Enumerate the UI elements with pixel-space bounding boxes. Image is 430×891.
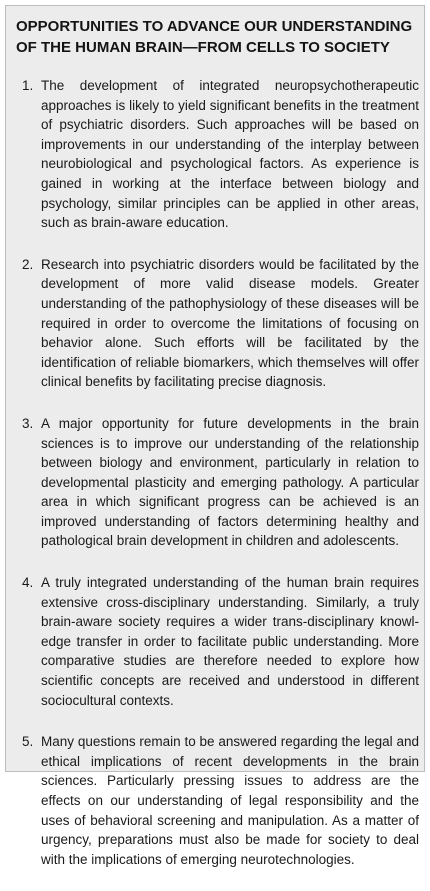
item-number: 4.	[22, 575, 34, 591]
item-number: 2.	[22, 256, 34, 272]
list-item	[6, 732, 426, 869]
text-box	[5, 5, 425, 867]
item-number: 1.	[22, 78, 34, 93]
list-item	[6, 255, 426, 392]
list-item	[6, 76, 426, 233]
box-title: OPPORTUNITIES TO ADVANCE OUR UNDERSTANDING OF THE HUMAN BRAIN—FROM CELLS TO SOCIETY	[16, 18, 413, 56]
item-text: A major opportunity for future developments in the brain sciences is to improve our understanding of the relationship between biology and environment, particularly in relation to developmental plasticity and emerging pathology. A particular area in which significant progress can be achieved is an improved understanding of factors determining healthy and pathological brain development in children and adolescents.	[41, 415, 419, 549]
item-number: 3.	[22, 415, 34, 431]
list-item	[6, 573, 426, 710]
item-text: A truly integrated understanding of the human brain requires extensive cross-disciplinary understanding. Similarly, a truly brain-aware society requires a wider trans-disciplinary knowledge transfer in order to facilitate public understanding. More comparative studies are therefore needed to explore how scientific concepts are received and understood in different sociocultural contexts.	[41, 575, 419, 708]
item-text: Many questions remain to be answered regarding the legal and ethical implications of recent developments in the brain sciences. Particularly pressing issues to address are the effects on our understanding of legal responsibility and the uses of behavioral screening and manipulation. As a matter of urgency, preparations must also be made for society to deal with the implications of emerging neurotechnologies.	[41, 734, 419, 867]
item-number: 5.	[22, 734, 34, 750]
list-item	[6, 414, 426, 551]
item-text: The development of integrated neuropsychotherapeutic approaches is likely to yield significant benefits in the treatment of psychiatric disorders. Such approaches will be based on improvements in our understanding of the interplay between neurobiological and psychological factors. As experience is gained in working at the interface between biology and psychology, similar principles can be applied in other areas, such as brain-aware education.	[41, 78, 419, 231]
opportunities-list	[6, 76, 426, 891]
item-text: Research into psychiatric disorders would be facilitated by the development of more valid disease models. Greater understanding of the pathophysiology of these diseases will be required in order to overcome the limitations of focusing on behavior alone. Such efforts will be facilitated by the identification of reliable biomarkers, which themselves will offer clinical benefits by facilitating precise diagnosis.	[41, 256, 419, 390]
